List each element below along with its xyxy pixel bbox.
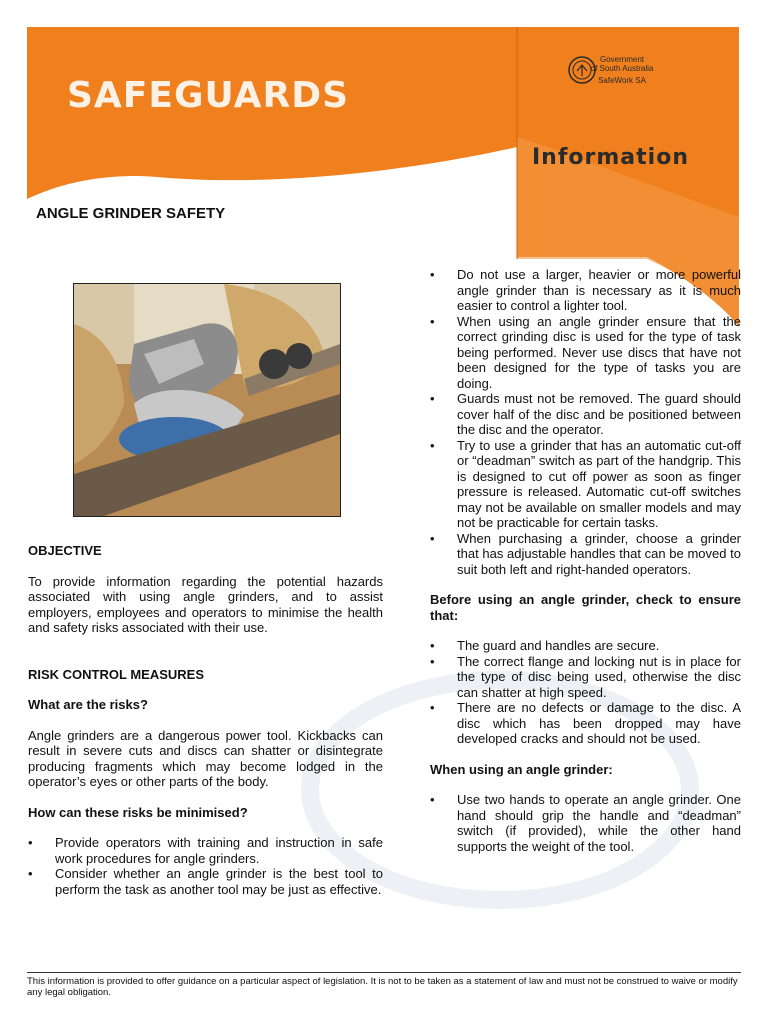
right-column — [430, 267, 741, 854]
list-item: • When purchasing a grinder, choose a grinder that has adjustable handles that can be moved to suit both left and right-handed operators. — [430, 531, 741, 578]
section-label: Information — [532, 145, 689, 170]
page-title: ANGLE GRINDER SAFETY — [36, 205, 226, 222]
list-item: • There are no defects or damage to the disc. A disc which has been dropped may have developed cracks and should not be used. — [430, 700, 741, 747]
list-item: • The correct flange and locking nut is in place for the type of disc being used, otherwise the disc can shatter at high speed. — [430, 654, 741, 701]
list-item: • When using an angle grinder ensure that the correct grinding disc is used for the type of task being performed. Never use discs that have not been designed for the type of tasks you are doing. — [430, 314, 741, 392]
footer-disclaimer: This information is provided to offer guidance on a particular aspect of legislation. It is not to be taken as a statement of law and must not be construed to waive or modify any legal obligation. — [27, 976, 738, 998]
minimise-heading: How can these risks be minimised? — [28, 804, 248, 820]
govt-agency: SafeWork SA — [598, 76, 646, 85]
angle-grinder-photo — [73, 283, 341, 517]
list-item: • Do not use a larger, heavier or more powerful angle grinder than is necessary as it is much easier to control a lighter tool. — [430, 267, 741, 314]
objective-text: To provide information regarding the potential hazards associated with using angle grinders, and to assist employers, employees and operators to minimise the health and safety risks associated with their use. — [28, 573, 383, 635]
when-using-list — [430, 792, 741, 854]
list-item: • Provide operators with training and instruction in safe work procedures for angle grinders. — [28, 835, 383, 866]
seal-icon — [567, 55, 597, 85]
brand-title: SAFEGUARDS — [67, 75, 350, 116]
list-item: • Use two hands to operate an angle grinder. One hand should grip the handle and “deadman” switch (if provided), while the other hand supports the weight of the tool. — [430, 792, 741, 854]
left-column — [28, 543, 383, 897]
risks-text: Angle grinders are a dangerous power tool. Kickbacks can result in severe cuts and discs can shatter or disintegrate producing fragments which may become lodged in the operator’s eyes or other parts of the body. — [28, 727, 383, 789]
before-using-list — [430, 638, 741, 747]
before-using-heading: Before using an angle grinder, check to ensure that: — [430, 592, 741, 623]
footer-divider — [27, 972, 741, 973]
objective-heading: OBJECTIVE — [28, 543, 102, 558]
list-item: • The guard and handles are secure. — [430, 638, 741, 654]
risk-control-heading: RISK CONTROL MEASURES — [28, 666, 204, 682]
govt-line-2: of South Australia — [590, 64, 654, 73]
govt-line-1: Government — [599, 55, 645, 64]
minimise-list — [28, 835, 383, 897]
list-item: • Guards must not be removed. The guard should cover half of the disc and be positioned between the disc and the operator. — [430, 391, 741, 438]
list-item: • Consider whether an angle grinder is the best tool to perform the task as another tool may be just as effective. — [28, 866, 383, 897]
when-using-heading: When using an angle grinder: — [430, 761, 613, 777]
government-logo — [567, 55, 677, 85]
risks-subheading: What are the risks? — [28, 697, 148, 712]
guidance-list — [430, 267, 741, 577]
list-item: • Try to use a grinder that has an automatic cut-off or “deadman” switch as part of the handgrip. This is designed to cut off power as soon as finger pressure is released. Automatic cut-off switches may not be available on smaller models and may not be practicable for certain tasks. — [430, 438, 741, 531]
